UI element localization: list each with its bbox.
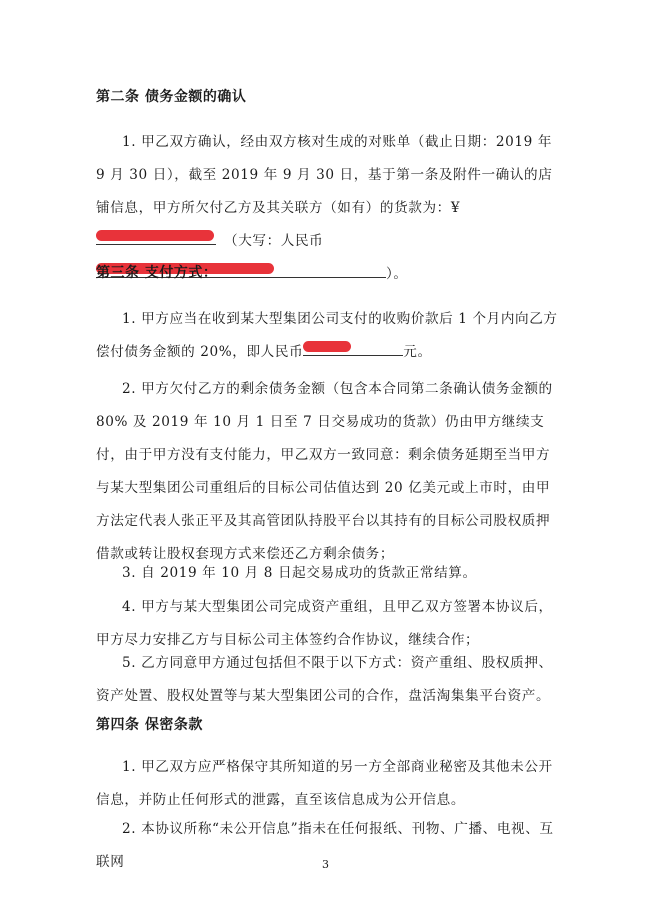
paragraph-4-1 bbox=[96, 751, 560, 817]
paragraph-2-1-text-c: ）。 bbox=[386, 266, 408, 282]
page-number: 3 bbox=[322, 858, 329, 871]
paragraph-3-5 bbox=[96, 647, 560, 713]
paragraph-3-1-text-a: 1. 甲方应当在收到某大型集团公司支付的收购价款后 1 个月内向乙方偿付债务金额的 20%，即人民币 bbox=[96, 311, 558, 360]
paragraph-4-2-text: 2. 本协议所称“未公开信息”指未在任何报纸、刊物、广播、电视、互联网 bbox=[96, 821, 554, 870]
paragraph-3-3-text: 3. 自 2019 年 10 月 8 日起交易成功的货款正常结算。 bbox=[122, 565, 477, 581]
section-heading-4: 第四条 保密条款 bbox=[96, 717, 203, 733]
paragraph-3-4-text: 4. 甲方与某大型集团公司完成资产重组，且甲乙双方签署本协议后，甲方尽力安排乙方与目标公司主体签约合作协议，继续合作； bbox=[96, 599, 553, 648]
paragraph-3-1-text-b: 元。 bbox=[403, 344, 432, 360]
paragraph-2-1-text-a: 1. 甲乙双方确认，经由双方核对生成的对账单（截止日期：2019 年 9 月 30 日），截至 2019 年 9 月 30 日，基于第一条及附件一确认的店铺信息，甲方所欠付乙方及其关联方（如有）的货款为：¥ bbox=[96, 134, 553, 216]
paragraph-3-2 bbox=[96, 373, 560, 571]
paragraph-3-3 bbox=[96, 557, 560, 590]
paragraph-3-5-text: 5. 乙方同意甲方通过包括但不限于以下方式：资产重组、股权质押、资产处置、股权处置等与某大型集团公司的合作，盘活淘集集平台资产。 bbox=[96, 655, 553, 704]
amount-blank bbox=[96, 230, 216, 245]
redaction-mark bbox=[303, 341, 351, 352]
paragraph-3-1 bbox=[96, 303, 560, 369]
section-heading-3: 第三条 支付方式： bbox=[96, 265, 218, 281]
redaction-mark bbox=[96, 230, 214, 241]
paragraph-2-1-text-b: （大写：人民币 bbox=[224, 233, 324, 249]
paragraph-3-2-text: 2. 甲方欠付乙方的剩余债务金额（包含本合同第二条确认债务金额的 80% 及 2019 年 10 月 1 日至 7 日交易成功的货款）仍由甲方继续支付，由于甲方没有支付能力，甲乙双方一致同意：剩余债务延期至当甲方与某大型集团公司重组后的目标公司估值达到 20 亿美元或上市时，由甲方法定代表人张正平及其高管团队持股平台以其持有的目标公司股权质押借款或转让股权套现方式来偿还乙方剩余债务； bbox=[96, 381, 553, 562]
section-heading-2: 第二条 债务金额的确认 bbox=[96, 89, 247, 105]
payment-amount-blank bbox=[303, 341, 403, 356]
paragraph-4-1-text: 1. 甲乙双方应严格保守其所知道的另一方全部商业秘密及其他未公开信息，并防止任何形式的泄露，直至该信息成为公开信息。 bbox=[96, 759, 553, 808]
